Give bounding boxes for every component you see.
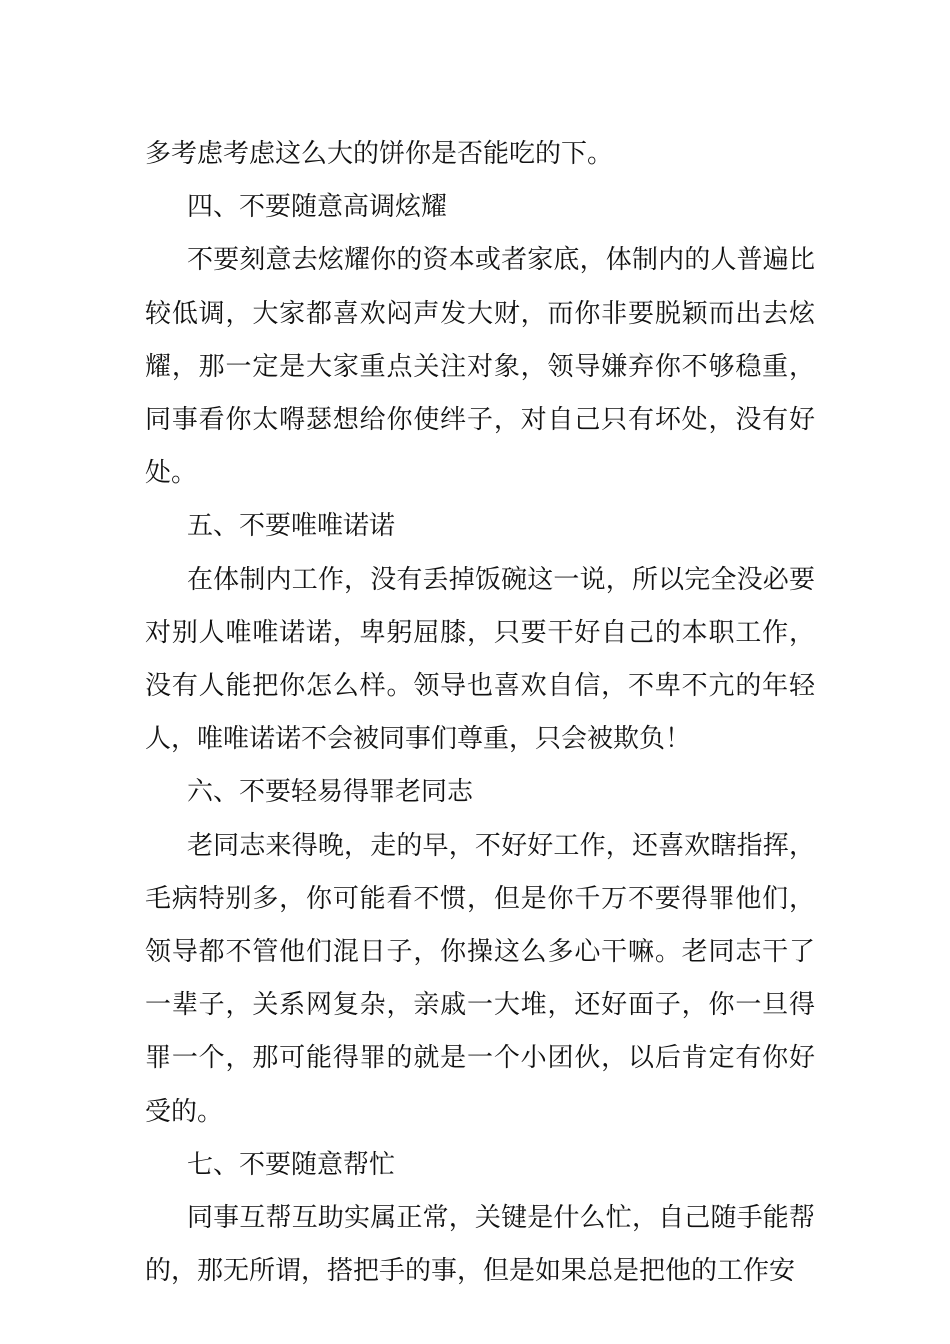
paragraph-body: 老同志来得晚，走的早，不好好工作，还喜欢瞎指挥，毛病特别多，你可能看不惯，但是你千万不要得罪他们，领导都不管他们混日子，你操这么多心干嘛。老同志干了一辈子，关系网复杂，亲戚一大堆，还好面子，你一旦得罪一个，那可能得罪的就是一个小团伙，以后肯定有你好受的。 [145,830,815,1127]
section-heading-5: 五、不要唯唯诺诺 [187,511,396,542]
document-body [145,128,815,1298]
paragraph-body: 在体制内工作，没有丢掉饭碗这一说，所以完全没必要对别人唯唯诺诺，卑躬屈膝，只要干好自己的本职工作，没有人能把你怎么样。领导也喜欢自信，不卑不亢的年轻人，唯唯诺诺不会被同事们尊重，只会被欺负！ [145,564,815,755]
section-heading-4: 四、不要随意高调炫耀 [187,192,448,223]
paragraph-body: 同事互帮互助实属正常，关键是什么忙，自己随手能帮的，那无所谓，搭把手的事，但是如果总是把他的工作安 [145,1203,815,1287]
section-heading-7: 七、不要随意帮忙 [187,1149,396,1180]
paragraph-continued: 多考虑考虑这么大的饼你是否能吃的下。 [145,139,614,169]
paragraph-body: 不要刻意去炫耀你的资本或者家底，体制内的人普遍比较低调，大家都喜欢闷声发大财，而你非要脱颖而出去炫耀，那一定是大家重点关注对象，领导嫌弃你不够稳重，同事看你太嘚瑟想给你使绊子，对自己只有坏处，没有好处。 [145,245,815,489]
section-heading-6: 六、不要轻易得罪老同志 [187,777,474,808]
